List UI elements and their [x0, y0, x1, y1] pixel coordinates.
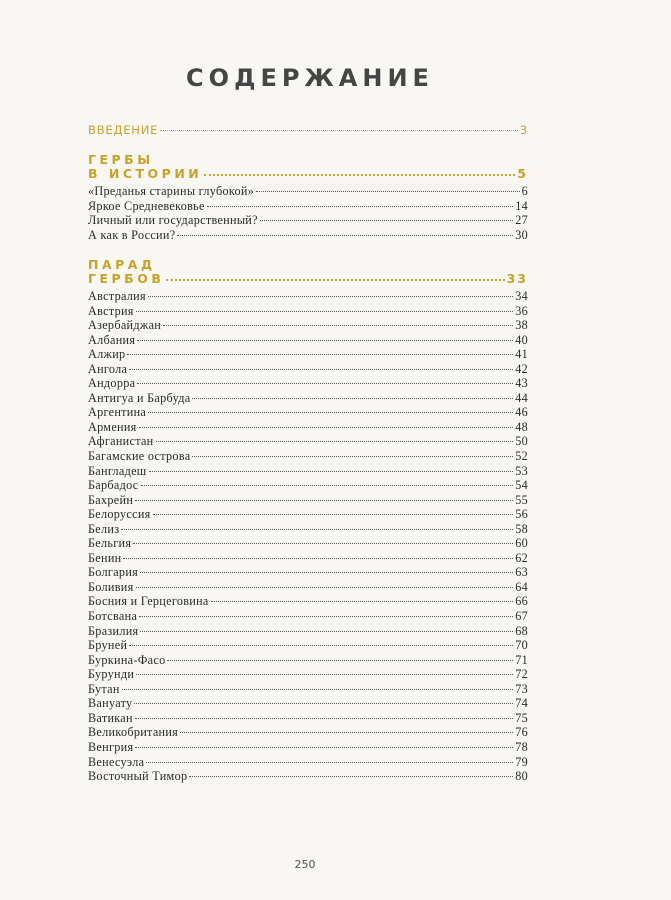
dot-leader: [139, 427, 514, 428]
toc-entry-label: Бенин: [88, 550, 122, 565]
section-heading-page: 33: [506, 271, 528, 286]
dot-leader: [140, 572, 513, 573]
intro-page: 3: [519, 123, 528, 137]
toc-entry[interactable]: [88, 565, 528, 580]
toc-entry-page: 6: [521, 184, 528, 198]
toc-entry-page: 41: [515, 347, 528, 362]
dot-leader: [192, 456, 513, 457]
toc-entry[interactable]: [88, 725, 528, 740]
toc-entry-page: 79: [515, 754, 528, 769]
toc-entry-page: 71: [515, 652, 528, 667]
dot-leader: [149, 471, 514, 472]
dot-leader: [192, 398, 513, 399]
dot-leader: [121, 529, 513, 530]
toc-entry-page: 76: [515, 725, 528, 740]
toc-entry-page: 67: [515, 609, 528, 624]
toc-entry-page: 64: [515, 579, 528, 594]
toc-entry[interactable]: [88, 228, 528, 243]
toc-entry-page: 54: [515, 478, 528, 493]
toc-list-history: [88, 184, 528, 242]
dot-leader: [256, 191, 520, 192]
toc-entry-label: Великобритания: [88, 725, 179, 740]
toc-entry-label: Ватикан: [88, 710, 133, 725]
dot-leader: [137, 340, 513, 341]
dot-leader: [139, 616, 513, 617]
dot-leader: [166, 279, 504, 281]
toc-entry[interactable]: [88, 318, 528, 333]
toc-entry-page: 53: [515, 463, 528, 478]
page-number: 250: [294, 858, 316, 871]
toc-entry[interactable]: [88, 376, 528, 391]
section-heading-line1: ПАРАД: [88, 257, 156, 272]
toc-entry[interactable]: [88, 769, 528, 784]
page-title: СОДЕРЖАНИЕ: [186, 64, 434, 92]
toc-entry-label: Яркое Средневековье: [88, 198, 205, 213]
toc-entry[interactable]: [88, 696, 528, 711]
toc-entry-page: 34: [515, 289, 528, 303]
toc-entry[interactable]: [88, 493, 528, 508]
toc-entry[interactable]: [88, 405, 528, 420]
intro-label: ВВЕДЕНИЕ: [88, 123, 159, 137]
toc-entry-label: Алжир: [88, 347, 126, 362]
dot-leader: [163, 325, 513, 326]
toc-entry-page: 70: [515, 638, 528, 653]
dot-leader: [137, 383, 513, 384]
toc-entry-label: Бутан: [88, 681, 120, 696]
dot-leader: [129, 369, 513, 370]
dot-leader: [180, 732, 513, 733]
dot-leader: [156, 441, 514, 442]
toc-entry[interactable]: [88, 624, 528, 639]
toc-entry-label: «Преданья старины глубокой»: [88, 184, 255, 198]
toc-entry-page: 50: [515, 434, 528, 449]
toc-entry-page: 63: [515, 565, 528, 580]
toc-entry-page: 44: [515, 390, 528, 405]
toc-entry-label: Багамские острова: [88, 449, 191, 464]
dot-leader: [129, 645, 513, 646]
dot-leader: [127, 354, 513, 355]
toc-entry[interactable]: [88, 522, 528, 537]
toc-entry-page: 36: [515, 303, 528, 318]
dot-leader: [135, 718, 513, 719]
toc-entry[interactable]: [88, 478, 528, 493]
toc-entry-page: 48: [515, 419, 528, 434]
toc-entry-label: Боливия: [88, 579, 134, 594]
toc-entry-label: Болгария: [88, 565, 139, 580]
toc-entry-label: Восточный Тимор: [88, 769, 188, 784]
dot-leader: [134, 703, 513, 704]
dot-leader: [141, 485, 514, 486]
toc-entry[interactable]: [88, 213, 528, 228]
toc-entry-label: Барбадос: [88, 478, 139, 493]
toc-entry[interactable]: [88, 638, 528, 653]
toc-entry-page: 40: [515, 332, 528, 347]
dot-leader: [260, 220, 513, 221]
toc-entry-label: Австрия: [88, 303, 134, 318]
toc-entry[interactable]: [88, 362, 528, 377]
toc-entry-label: Венесуэла: [88, 754, 145, 769]
toc-entry[interactable]: [88, 464, 528, 479]
dot-leader: [136, 674, 513, 675]
toc-entry-page: 43: [515, 376, 528, 391]
toc-entry-label: Армения: [88, 419, 137, 434]
toc-entry-label: Босния и Герцеговина: [88, 594, 209, 609]
toc-entry[interactable]: [88, 580, 528, 595]
dot-leader: [167, 660, 513, 661]
toc-entry[interactable]: [88, 420, 528, 435]
intro-entry[interactable]: [88, 120, 528, 140]
toc-entry[interactable]: [88, 199, 528, 214]
toc-entry-page: 30: [515, 227, 528, 242]
toc-entry-label: Белоруссия: [88, 507, 151, 522]
toc-entry-label: Белиз: [88, 521, 120, 536]
toc-entry-label: Бельгия: [88, 536, 132, 551]
toc-entry-label: Андорра: [88, 376, 136, 391]
toc-entry[interactable]: [88, 755, 528, 770]
toc-entry[interactable]: [88, 184, 528, 199]
dot-leader: [189, 776, 513, 777]
toc-entry[interactable]: [88, 304, 528, 319]
dot-leader: [160, 130, 518, 131]
section-heading-line2: ГЕРБОВ: [88, 271, 165, 286]
toc-entry[interactable]: [88, 653, 528, 668]
toc-entry-label: Личный или государственный?: [88, 213, 258, 228]
dot-leader: [146, 762, 513, 763]
toc-entry-label: Азербайджан: [88, 318, 162, 333]
dot-leader: [136, 311, 514, 312]
toc-entry-page: 52: [515, 449, 528, 464]
toc-entry-page: 78: [515, 739, 528, 754]
toc-entry-label: Бангладеш: [88, 463, 147, 478]
dot-leader: [204, 174, 515, 176]
dot-leader: [177, 235, 513, 236]
toc-entry-label: Венгрия: [88, 739, 134, 754]
toc-entry[interactable]: [88, 391, 528, 406]
toc-entry-page: 42: [515, 361, 528, 376]
dot-leader: [148, 296, 513, 297]
toc-entry-page: 27: [515, 213, 528, 228]
toc-entry-page: 72: [515, 667, 528, 682]
toc-entry-page: 38: [515, 318, 528, 333]
section-heading-line2: В ИСТОРИИ: [88, 166, 203, 181]
toc-entry-page: 66: [515, 594, 528, 609]
dot-leader: [135, 500, 513, 501]
toc-entry-page: 60: [515, 536, 528, 551]
toc-entry-page: 55: [515, 492, 528, 507]
toc-entry-page: 58: [515, 521, 528, 536]
dot-leader: [211, 601, 514, 602]
toc-entry[interactable]: [88, 551, 528, 566]
toc-entry-label: Австралия: [88, 289, 146, 303]
toc-entry[interactable]: [88, 609, 528, 624]
dot-leader: [207, 206, 513, 207]
toc-entry-label: Антигуа и Барбуда: [88, 390, 191, 405]
dot-leader: [140, 631, 513, 632]
toc-entry-label: Бахрейн: [88, 492, 134, 507]
dot-leader: [135, 747, 513, 748]
toc-entry-page: 68: [515, 623, 528, 638]
toc-entry-page: 14: [515, 198, 528, 213]
dot-leader: [123, 558, 513, 559]
toc-entry-page: 46: [515, 405, 528, 420]
toc-entry-label: Бурунди: [88, 667, 135, 682]
dot-leader: [148, 412, 513, 413]
toc-entry-label: Ангола: [88, 361, 128, 376]
toc-entry-page: 73: [515, 681, 528, 696]
toc-entry-label: Албания: [88, 332, 136, 347]
toc-entry-page: 74: [515, 696, 528, 711]
dot-leader: [136, 587, 514, 588]
toc-entry[interactable]: [88, 594, 528, 609]
toc-entry[interactable]: [88, 682, 528, 697]
toc-entry-label: Буркина-Фасо: [88, 652, 166, 667]
toc-entry[interactable]: [88, 507, 528, 522]
toc-entry-page: 80: [515, 769, 528, 784]
toc-entry-label: Аргентина: [88, 405, 147, 420]
toc-entry-page: 56: [515, 507, 528, 522]
toc-list-parade: [88, 289, 528, 784]
dot-leader: [153, 514, 514, 515]
toc-entry-label: А как в России?: [88, 227, 176, 242]
toc-entry[interactable]: [88, 740, 528, 755]
toc-entry-label: Ботсвана: [88, 609, 138, 624]
toc-entry[interactable]: [88, 289, 528, 304]
toc-entry[interactable]: [88, 449, 528, 464]
toc-entry-label: Вануату: [88, 696, 133, 711]
toc-entry[interactable]: [88, 434, 528, 449]
toc-entry-label: Афганистан: [88, 434, 154, 449]
toc-entry-label: Бруней: [88, 638, 128, 653]
toc-entry[interactable]: [88, 347, 528, 362]
toc-entry-page: 75: [515, 710, 528, 725]
dot-leader: [122, 689, 514, 690]
section-heading-page: 5: [517, 166, 528, 181]
toc-entry[interactable]: [88, 536, 528, 551]
section-heading-parade[interactable]: [88, 258, 528, 286]
dot-leader: [133, 543, 513, 544]
section-heading-history[interactable]: [88, 153, 528, 181]
toc-entry-label: Бразилия: [88, 623, 139, 638]
toc-entry-page: 62: [515, 550, 528, 565]
toc-entry[interactable]: [88, 711, 528, 726]
toc-entry[interactable]: [88, 333, 528, 348]
toc-entry[interactable]: [88, 667, 528, 682]
section-heading-line1: ГЕРБЫ: [88, 152, 154, 167]
